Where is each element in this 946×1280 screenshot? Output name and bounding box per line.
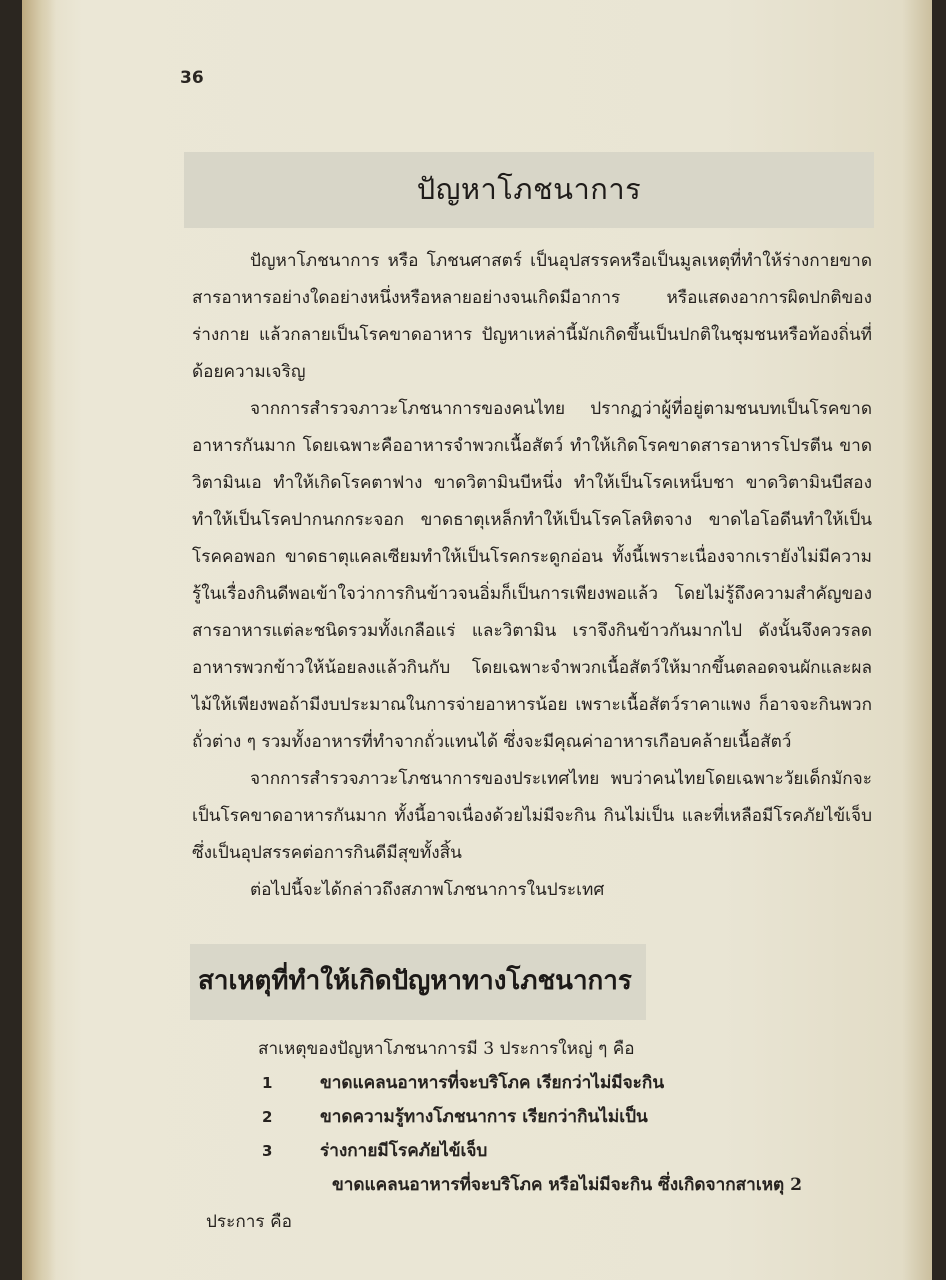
paragraph: ปัญหาโภชนาการ หรือ โภชนศาสตร์ เป็นอุปสรรคหรือเป็นมูลเหตุที่ทำให้ร่างกายขาดสารอาหารอย่างใดอย่างหนึ่งหรือหลายอย่างจนเกิดมีอาการ หรือแสดงอาการผิดปกติของร่างกาย แล้วกลายเป็นโรคขาดอาหาร ปัญหาเหล่านี้มักเกิดขึ้นเป็นปกติในชุมชนหรือท้องถิ่นที่ด้อยความเจริญ [192,251,872,382]
section-intro: สาเหตุของปัญหาโภชนาการมี 3 ประการใหญ่ ๆ คือ [258,1039,635,1059]
book-page [22,0,932,1280]
list-item-text: ขาดความรู้ทางโภชนาการ เรียกว่ากินไม่เป็น [320,1107,648,1127]
causes-list [192,1066,872,1168]
list-item-number: 2 [262,1108,273,1126]
list-item-number: 1 [262,1074,273,1092]
list-item [192,1100,872,1134]
list-item-text: ขาดแคลนอาหารที่จะบริโภค เรียกว่าไม่มีจะกิน [320,1073,665,1093]
page-title: ปัญหาโภชนาการ [416,172,642,206]
body-text [192,243,872,909]
paragraph: ต่อไปนี้จะได้กล่าวถึงสภาพโภชนาการในประเทศ [250,880,605,900]
section-body [192,1032,872,1242]
section-heading: สาเหตุที่ทำให้เกิดปัญหาทางโภชนาการ [198,966,632,996]
list-item-number: 3 [262,1142,273,1160]
page-number: 36 [180,68,204,88]
continuation-line: ขาดแคลนอาหารที่จะบริโภค หรือไม่มีจะกิน ซึ่งเกิดจากสาเหตุ 2 [332,1175,803,1195]
list-item [192,1134,872,1168]
paragraph: จากการสำรวจภาวะโภชนาการของประเทศไทย พบว่าคนไทยโดยเฉพาะวัยเด็กมักจะเป็นโรคขาดอาหารกันมาก ทั้งนี้อาจเนื่องด้วยไม่มีจะกิน กินไม่เป็น และที่เหลือมีโรคภัยไข้เจ็บ ซึ่งเป็นอุปสรรคต่อการกินดีมีสุขทั้งสิ้น [192,769,872,863]
book-spine-shadow [22,0,56,1280]
paragraph: จากการสำรวจภาวะโภชนาการของคนไทย ปรากฏว่าผู้ที่อยู่ตามชนบทเป็นโรคขาดอาหารกันมาก โดยเฉพาะคืออาหารจำพวกเนื้อสัตว์ ทำให้เกิดโรคขาดสารอาหารโปรตีน ขาดวิตามินเอ ทำให้เกิดโรคตาฟาง ขาดวิตามินบีหนึ่ง ทำให้เป็นโรคเหน็บชา ขาดวิตามินบีสอง ทำให้เป็นโรคปากนกกระจอก ขาดธาตุเหล็กทำให้เป็นโรคโลหิตจาง ขาดไอโอดีนทำให้เป็นโรคคอพอก ขาดธาตุแคลเซียมทำให้เป็นโรคกระดูกอ่อน ทั้งนี้เพราะเนื่องจากเรายังไม่มีความรู้ในเรื่องกินดีพอเข้าใจว่าการกินข้าวจนอิ่มก็เป็นการเพียงพอแล้ว โดยไม่รู้ถึงความสำคัญของสารอาหารแต่ละชนิดรวมทั้งเกลือแร่ และวิตามิน เราจึงกินข้าวกันมากไป ดังนั้นจึงควรลดอาหารพวกข้าวให้น้อยลงแล้วกินกับ โดยเฉพาะจำพวกเนื้อสัตว์ให้มากขึ้นตลอดจนผักและผลไม้ให้เพียงพอถ้ามีงบประมาณในการจ่ายอาหารน้อย เพราะเนื้อสัตว์ราคาแพง ก็อาจจะกินพวกถั่วต่าง ๆ รวมทั้งอาหารที่ทำจากถั่วแทนได้ ซึ่งจะมีคุณค่าอาหารเกือบคล้ายเนื้อสัตว์ [192,399,872,752]
list-item-text: ร่างกายมีโรคภัยไข้เจ็บ [320,1141,488,1161]
list-item [192,1066,872,1100]
continuation-tail: ประการ คือ [206,1212,292,1232]
